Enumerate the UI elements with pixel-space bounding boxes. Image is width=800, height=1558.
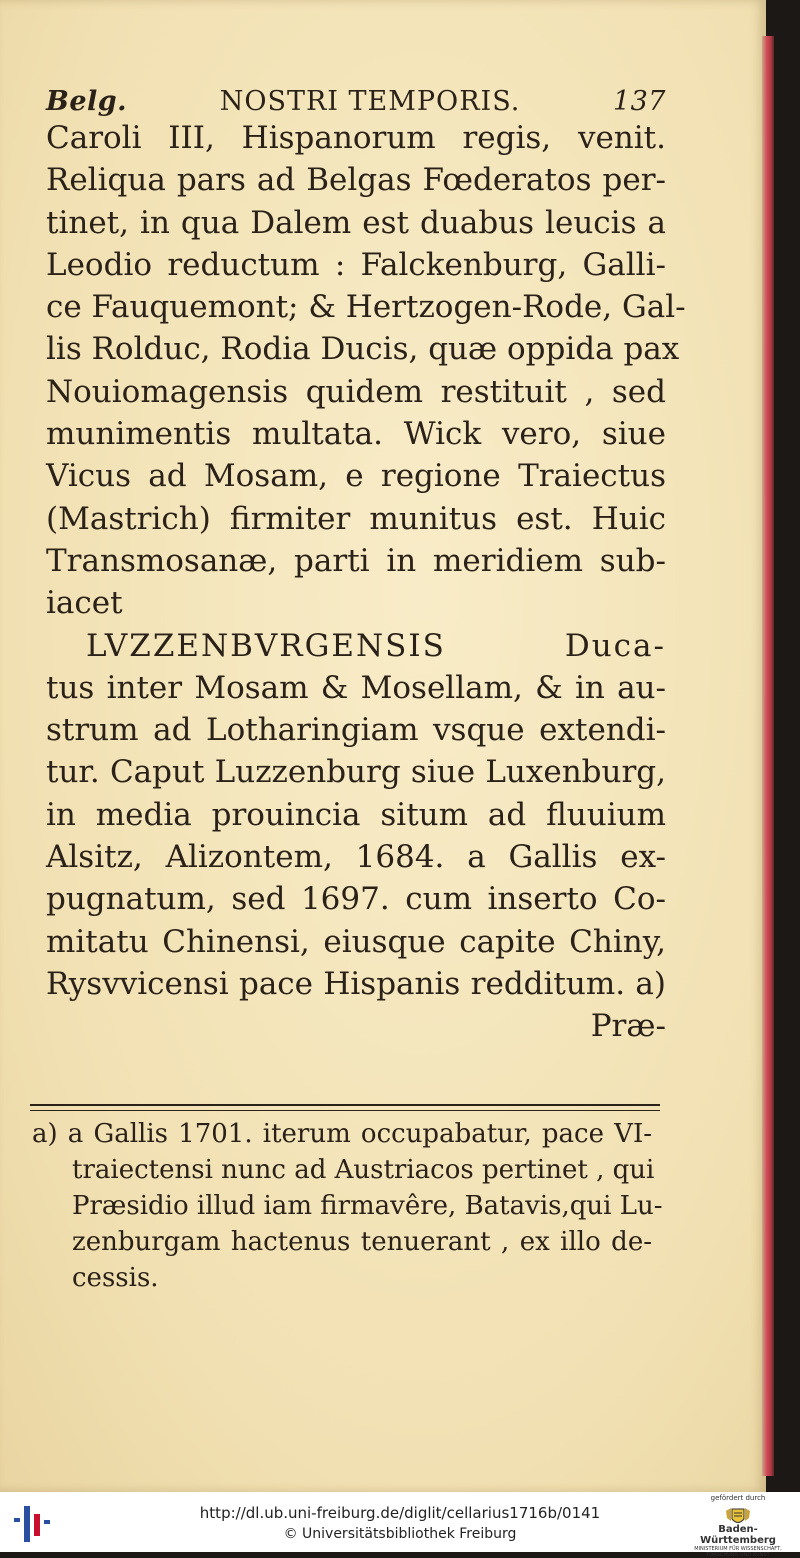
sponsor-label: gefördert durch	[710, 1494, 766, 1502]
footnote-line: traiectensi nunc ad Austriacos pertinet , qui	[72, 1155, 655, 1185]
page-text	[46, 86, 686, 1048]
text-line: pugnatum, sed 1697. cum inserto Co-	[46, 881, 666, 918]
text-line: Reliqua pars ad Belgas Fœderatos per-	[46, 162, 666, 199]
page-number: 137	[612, 86, 666, 117]
sponsor-logo	[684, 1494, 792, 1558]
footnote-line: zenburgam hactenus tenuerant , ex illo de-	[72, 1227, 652, 1257]
text-line: Vicus ad Mosam, e regione Traiectus	[46, 458, 666, 495]
section-heading-line: LVZZENBVRGENSIS Duca-	[86, 627, 666, 664]
viewer-footer	[0, 1492, 800, 1558]
text-line: (Mastrich) firmiter munitus est. Huic	[46, 500, 666, 537]
coat-of-arms-icon	[724, 1505, 752, 1527]
text-line: Rysvvicensi pace Hispanis redditum. a)	[46, 965, 666, 1002]
text-line: Nouiomagensis quidem restituit , sed	[46, 373, 666, 410]
text-line: tur. Caput Luzzenburg siue Luxenburg,	[46, 754, 666, 791]
footnote-line: a) a Gallis 1701. iterum occupabatur, pace VI-	[32, 1119, 652, 1149]
page-edge	[762, 36, 774, 1476]
text-line: Caroli III, Hispanorum regis, venit.	[46, 120, 666, 156]
text-line: tus inter Mosam & Mosellam, & in au-	[46, 669, 666, 706]
text-line: munimentis multata. Wick vero, siue	[46, 416, 666, 453]
text-line: iacet	[46, 585, 123, 622]
text-line: in media prouincia situm ad fluuium	[46, 796, 666, 833]
text-line: tinet, in qua Dalem est duabus leucis a	[46, 204, 666, 241]
permalink-url[interactable]: http://dl.ub.uni-freiburg.de/diglit/cellarius1716b/0141	[199, 1504, 601, 1522]
footnote-line: cessis.	[72, 1263, 159, 1293]
catchword: Præ-	[590, 1008, 666, 1045]
copyright-text: © Universitätsbibliothek Freiburg	[283, 1526, 517, 1542]
text-line: lis Rolduc, Rodia Ducis, quæ oppida pax	[46, 331, 680, 368]
sponsor-name: Baden-Württemberg	[700, 1524, 776, 1546]
sponsor-ministry: MINISTERIUM FÜR WISSENSCHAFT, FORSCHUNG UND KUNST	[694, 1546, 782, 1558]
text-line: Leodio reductum : Falckenburg, Galli-	[46, 246, 666, 283]
running-header	[46, 86, 666, 117]
text-line: Alsitz, Alizontem, 1684. a Gallis ex-	[46, 839, 666, 876]
header-left: Belg.	[46, 86, 128, 117]
footnote-rule	[30, 1104, 660, 1111]
text-line: strum ad Lotharingiam vsque extendi-	[46, 712, 666, 749]
text-line: mitatu Chinensi, eiusque capite Chiny,	[46, 923, 666, 960]
footnotes	[32, 1116, 663, 1296]
text-line: Transmosanæ, parti in meridiem sub-	[46, 542, 666, 579]
footnote-line: Præsidio illud iam firmavêre, Batavis,qui Lu-	[72, 1191, 663, 1221]
text-line: ce Fauquemont; & Hertzogen-Rode, Gal-	[46, 289, 686, 326]
header-title: NOSTRI TEMPORIS.	[219, 86, 521, 117]
